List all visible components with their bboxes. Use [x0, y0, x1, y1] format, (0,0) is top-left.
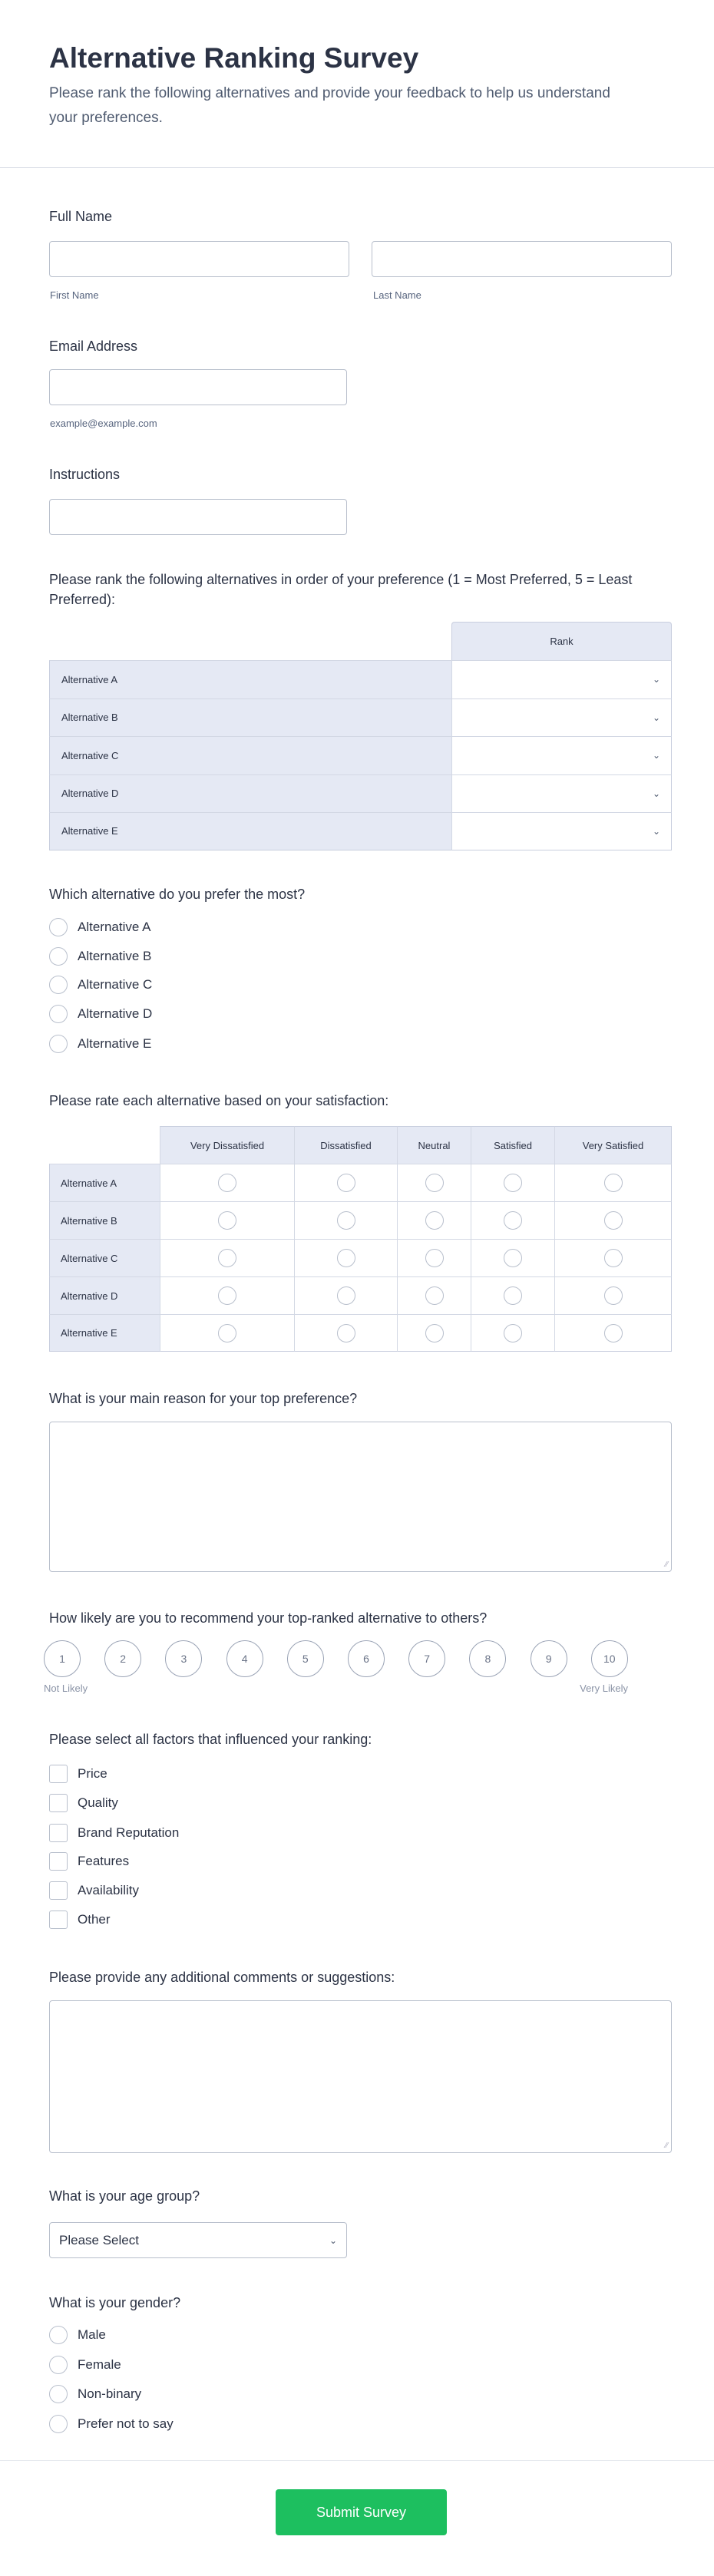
radio-button[interactable]: [49, 1035, 68, 1053]
prefer-option-label: Alternative D: [78, 1006, 153, 1021]
factor-option[interactable]: [49, 1822, 179, 1844]
chevron-down-icon: ⌄: [652, 750, 660, 761]
rank-row-label: Alternative B: [49, 698, 451, 737]
radio-button[interactable]: [49, 918, 68, 936]
rank-row: [49, 660, 672, 698]
checkbox[interactable]: [49, 1824, 68, 1842]
resize-grip-icon[interactable]: ⁄⁄: [665, 1560, 668, 1569]
age-select[interactable]: [49, 2222, 347, 2258]
scale-option-10[interactable]: 10: [591, 1640, 628, 1677]
radio-button[interactable]: [49, 976, 68, 994]
scale-option-9[interactable]: 9: [531, 1640, 567, 1677]
reason-question: What is your main reason for your top preference?: [49, 1391, 358, 1406]
scale-option-8[interactable]: 8: [469, 1640, 506, 1677]
radio-button[interactable]: [49, 2356, 68, 2374]
matrix-cell: [397, 1276, 471, 1314]
radio-button[interactable]: [604, 1249, 623, 1267]
radio-button[interactable]: [504, 1174, 522, 1192]
radio-button[interactable]: [49, 2385, 68, 2403]
prefer-option-label: Alternative C: [78, 977, 153, 992]
matrix-cell: [294, 1314, 397, 1352]
matrix-cell: [471, 1164, 554, 1201]
scale-option-5[interactable]: 5: [287, 1640, 324, 1677]
radio-button[interactable]: [218, 1249, 236, 1267]
chevron-down-icon: ⌄: [652, 712, 660, 723]
prefer-option-label: Alternative E: [78, 1036, 152, 1051]
radio-button[interactable]: [604, 1324, 623, 1342]
last-name-sublabel: Last Name: [373, 289, 421, 301]
matrix-cell: [397, 1239, 471, 1276]
rank-column-header: Rank: [451, 622, 672, 660]
scale-option-6[interactable]: 6: [348, 1640, 385, 1677]
matrix-cell: [294, 1239, 397, 1276]
satisfaction-matrix: [49, 1126, 672, 1352]
radio-button[interactable]: [49, 2326, 68, 2344]
radio-button[interactable]: [504, 1286, 522, 1305]
matrix-cell: [554, 1314, 672, 1352]
matrix-row-label: Alternative A: [49, 1164, 160, 1201]
gender-option-label: Prefer not to say: [78, 2416, 174, 2431]
age-select-value: Please Select: [59, 2232, 139, 2247]
comments-question: Please provide any additional comments or suggestions:: [49, 1970, 395, 1985]
factor-option-label: Availability: [78, 1883, 140, 1897]
matrix-row-label: Alternative E: [49, 1314, 160, 1352]
radio-button[interactable]: [425, 1286, 444, 1305]
radio-button[interactable]: [504, 1211, 522, 1230]
rank-select[interactable]: [451, 812, 672, 850]
satisfaction-row: [49, 1239, 672, 1276]
radio-button[interactable]: [49, 1005, 68, 1023]
rank-table: [49, 622, 672, 850]
matrix-cell: [554, 1201, 672, 1239]
email-label: Email Address: [49, 339, 138, 354]
radio-button[interactable]: [425, 1324, 444, 1342]
scale-low-label: Not Likely: [44, 1683, 88, 1694]
matrix-cell: [397, 1314, 471, 1352]
matrix-cell: [160, 1164, 294, 1201]
radio-button[interactable]: [337, 1324, 355, 1342]
radio-button[interactable]: [218, 1174, 236, 1192]
rank-row: [49, 812, 672, 850]
radio-button[interactable]: [504, 1249, 522, 1267]
radio-button[interactable]: [337, 1249, 355, 1267]
first-name-input[interactable]: [49, 241, 349, 277]
rank-row: [49, 774, 672, 813]
rank-blank-header: [49, 622, 451, 660]
prefer-option[interactable]: [49, 916, 150, 938]
gender-option[interactable]: [49, 2383, 141, 2405]
rank-select[interactable]: [451, 736, 672, 774]
scale-option-4[interactable]: 4: [226, 1640, 263, 1677]
satisfaction-row: [49, 1201, 672, 1239]
factor-option[interactable]: [49, 1909, 111, 1930]
gender-option[interactable]: [49, 2413, 174, 2435]
matrix-cell: [554, 1239, 672, 1276]
checkbox[interactable]: [49, 1852, 68, 1871]
satisfaction-row: [49, 1164, 672, 1201]
factor-option-label: Quality: [78, 1795, 118, 1810]
matrix-cell: [160, 1276, 294, 1314]
rank-select[interactable]: [451, 698, 672, 737]
factor-option[interactable]: [49, 1880, 139, 1901]
prefer-option[interactable]: [49, 1003, 152, 1025]
prefer-option-label: Alternative B: [78, 949, 152, 963]
email-input[interactable]: [49, 369, 347, 405]
factor-option[interactable]: [49, 1763, 107, 1785]
radio-button[interactable]: [337, 1211, 355, 1230]
reason-textarea[interactable]: [49, 1422, 672, 1572]
matrix-cell: [160, 1201, 294, 1239]
factor-option[interactable]: [49, 1792, 118, 1814]
chevron-down-icon: ⌄: [652, 674, 660, 685]
radio-button[interactable]: [337, 1286, 355, 1305]
checkbox[interactable]: [49, 1794, 68, 1812]
prefer-question: Which alternative do you prefer the most?: [49, 887, 306, 902]
radio-button[interactable]: [604, 1211, 623, 1230]
matrix-column-header: Very Satisfied: [554, 1126, 672, 1164]
scale-option-7[interactable]: 7: [408, 1640, 445, 1677]
scale-high-label: Very Likely: [580, 1683, 628, 1694]
scale-option-1[interactable]: 1: [44, 1640, 81, 1677]
satisfaction-question: Please rate each alternative based on your satisfaction:: [49, 1093, 389, 1108]
matrix-row-label: Alternative B: [49, 1201, 160, 1239]
comments-textarea[interactable]: [49, 2000, 672, 2153]
rank-row-label: Alternative D: [49, 774, 451, 813]
last-name-input[interactable]: [372, 241, 672, 277]
rank-row-label: Alternative A: [49, 660, 451, 698]
scale-option-3[interactable]: 3: [165, 1640, 202, 1677]
submit-survey-button[interactable]: Submit Survey: [276, 2489, 447, 2535]
gender-option-label: Non-binary: [78, 2386, 142, 2401]
first-name-sublabel: First Name: [50, 289, 99, 301]
factor-option-label: Price: [78, 1766, 107, 1781]
radio-button[interactable]: [49, 2415, 68, 2433]
matrix-column-header: Satisfied: [471, 1126, 554, 1164]
matrix-cell: [554, 1276, 672, 1314]
factor-option-label: Other: [78, 1912, 111, 1927]
prefer-option-label: Alternative A: [78, 920, 151, 934]
chevron-down-icon: ⌄: [652, 825, 660, 837]
prefer-option[interactable]: [49, 946, 151, 967]
radio-button[interactable]: [218, 1286, 236, 1305]
matrix-row-label: Alternative C: [49, 1239, 160, 1276]
satisfaction-row: [49, 1314, 672, 1352]
radio-button[interactable]: [218, 1211, 236, 1230]
satisfaction-header-row: [49, 1126, 672, 1164]
gender-option-label: Female: [78, 2357, 121, 2372]
factors-question: Please select all factors that influenced your ranking:: [49, 1732, 372, 1747]
radio-button[interactable]: [604, 1286, 623, 1305]
matrix-column-header: Dissatisfied: [294, 1126, 397, 1164]
scale-option-2[interactable]: 2: [104, 1640, 141, 1677]
matrix-cell: [397, 1164, 471, 1201]
satisfaction-row: [49, 1276, 672, 1314]
gender-option[interactable]: [49, 2354, 121, 2376]
email-sublabel: example@example.com: [50, 418, 157, 429]
checkbox[interactable]: [49, 1765, 68, 1783]
instructions-label: Instructions: [49, 467, 121, 482]
full-name-label: Full Name: [49, 209, 113, 224]
matrix-cell: [294, 1201, 397, 1239]
rank-row-label: Alternative C: [49, 736, 451, 774]
matrix-blank-header: [49, 1126, 160, 1164]
page-description: Please rank the following alternatives and provide your feedback to help us understand your preferences.: [49, 85, 610, 126]
chevron-down-icon: ⌄: [329, 2234, 337, 2246]
matrix-cell: [160, 1314, 294, 1352]
radio-button[interactable]: [504, 1324, 522, 1342]
gender-option-label: Male: [78, 2327, 106, 2342]
factor-option-label: Brand Reputation: [78, 1825, 180, 1840]
rank-row-label: Alternative E: [49, 812, 451, 850]
radio-button[interactable]: [337, 1174, 355, 1192]
checkbox[interactable]: [49, 1911, 68, 1929]
age-question: What is your age group?: [49, 2188, 200, 2204]
radio-button[interactable]: [49, 947, 68, 966]
factor-option[interactable]: [49, 1851, 129, 1872]
radio-button[interactable]: [604, 1174, 623, 1192]
chevron-down-icon: ⌄: [652, 788, 660, 799]
radio-button[interactable]: [218, 1324, 236, 1342]
factor-option-label: Features: [78, 1854, 130, 1868]
resize-grip-icon[interactable]: ⁄⁄: [665, 2142, 668, 2150]
checkbox[interactable]: [49, 1881, 68, 1900]
matrix-cell: [471, 1276, 554, 1314]
prefer-option[interactable]: [49, 974, 152, 996]
matrix-cell: [554, 1164, 672, 1201]
radio-button[interactable]: [425, 1211, 444, 1230]
matrix-cell: [397, 1201, 471, 1239]
matrix-cell: [471, 1239, 554, 1276]
matrix-cell: [471, 1314, 554, 1352]
rank-row: [49, 698, 672, 737]
recommend-question: How likely are you to recommend your top-ranked alternative to others?: [49, 1610, 488, 1626]
matrix-column-header: Very Dissatisfied: [160, 1126, 294, 1164]
matrix-cell: [471, 1201, 554, 1239]
rank-question: Please rank the following alternatives in order of your preference (1 = Most Preferred, 5 = Least Preferred):: [49, 572, 633, 607]
rank-select[interactable]: [451, 774, 672, 813]
prefer-option[interactable]: [49, 1033, 151, 1055]
matrix-cell: [160, 1239, 294, 1276]
rank-row: [49, 736, 672, 774]
matrix-column-header: Neutral: [397, 1126, 471, 1164]
rank-select[interactable]: [451, 660, 672, 698]
instructions-input[interactable]: [49, 499, 347, 535]
matrix-row-label: Alternative D: [49, 1276, 160, 1314]
radio-button[interactable]: [425, 1249, 444, 1267]
gender-option[interactable]: [49, 2324, 106, 2346]
footer-divider: [0, 2460, 714, 2461]
header-divider: [0, 167, 714, 168]
page-title: Alternative Ranking Survey: [49, 42, 419, 74]
radio-button[interactable]: [425, 1174, 444, 1192]
matrix-cell: [294, 1276, 397, 1314]
gender-question: What is your gender?: [49, 2295, 181, 2310]
matrix-cell: [294, 1164, 397, 1201]
